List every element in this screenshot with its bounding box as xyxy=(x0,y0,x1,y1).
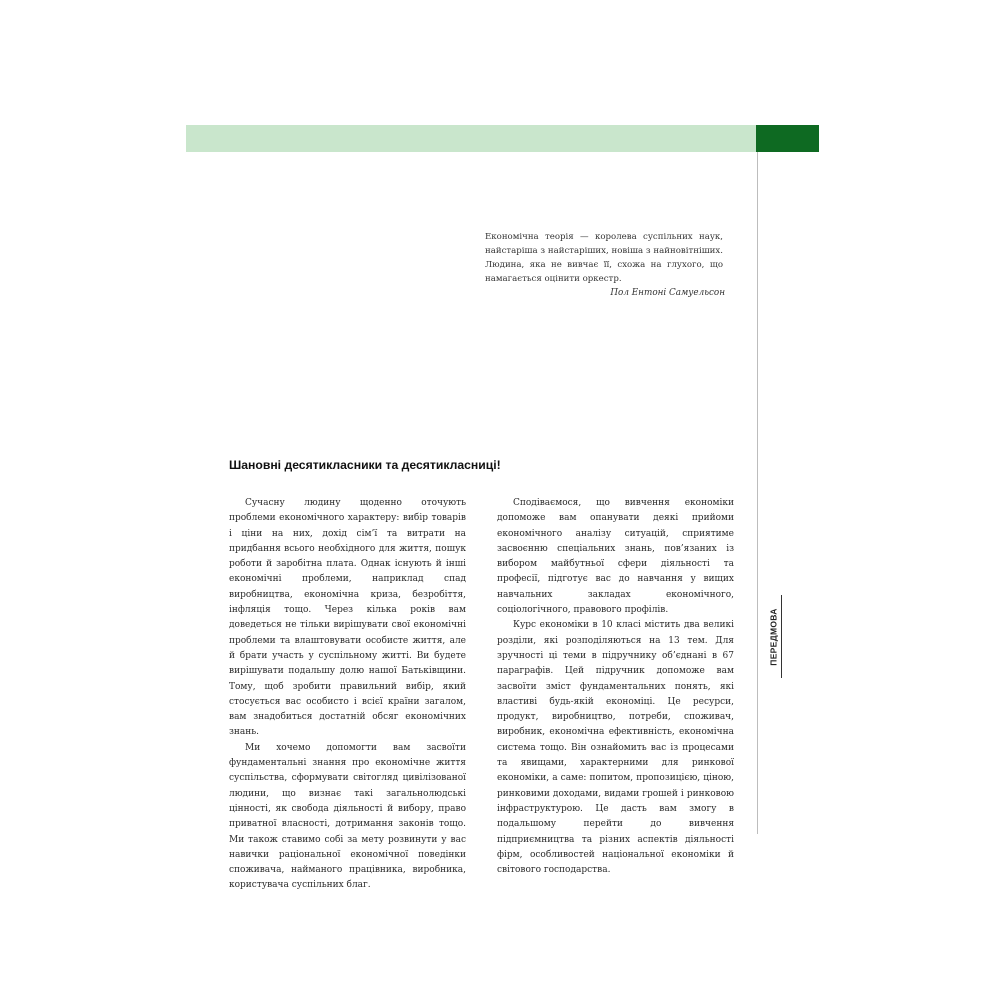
section-tab xyxy=(767,595,782,678)
right-column xyxy=(497,496,734,878)
section-tab-label: ПЕРЕДМОВА xyxy=(769,607,780,666)
paragraph: Сподіваємося, що вивчення економіки допоможе вам опанувати деякі прийоми економічного аналізу ситуацій, сприятиме засвоєнню спеціальних знань, пов’язаних із вибором майбутньої сфери діяльності та професії, підготує вас до навчання у вищих навчальних закладах економічного, соціологічного, правового профілів. xyxy=(497,498,734,616)
paragraph: Курс економіки в 10 класі містить два великі розділи, які розподіляються на 13 тем. Для зручності ці теми в підручнику об’єднані в 67 параграфів. Цей підручник допоможе вам засвоїти зміст фундаментальних понять, які властиві будь-якій економіці. Це ресурси, продукт, виробництво, потреби, споживач, виробник, економічна ефективність, економічна система тощо. Він ознайомить вас із процесами та явищами, характерними для ринкової економіки, а саме: попитом, пропозицією, ціною, ринковими доходами, видами грошей і ринковою інфраструктурою. Це дасть вам змогу в подальшому перейти до вивчення підприємництва та різних аспектів діяльності фірм, особливостей національної економіки й світового господарства. xyxy=(497,620,734,876)
header-band xyxy=(186,125,756,152)
epigraph-author: Пол Ентоні Самуельсон xyxy=(610,288,725,298)
paragraph: Сучасну людину щоденно оточують проблеми економічного характеру: вибір товарів і ціни на них, дохід сім’ї та витрати на придбання всього необхідного для життя, пошук роботи й заробітна плата. Однак існують й інші економічні проблеми, наприклад спад виробництва, економічна криза, безробіття, інфляція тощо. Через кілька років вам доведеться не тільки вирішувати свої економічні проблеми та влаштовувати особисте життя, але й брати участь у суспільному житті. Ви будете вирішувати подальшу долю нашої Батьківщини. Тому, щоб зробити правильний вибір, який стосується вас особисто і всієї країни загалом, вам знадобиться достатній обсяг економічних знань. xyxy=(229,498,466,738)
paragraph: Ми хочемо допомогти вам засвоїти фундаментальні знання про економічне життя суспільства, сформувати світогляд цивілізованої людини, що визнає такі загальнолюдські цінності, як свобода діяльності й вибору, право приватної власності, дотримання законів тощо. Ми також ставимо собі за мету розвинути у вас навички раціональної економічної поведінки споживача, найманого працівника, виробника, користувача суспільних благ. xyxy=(229,742,466,891)
header-accent-block xyxy=(756,125,819,152)
margin-rule xyxy=(757,152,758,834)
page-heading: Шановні десятикласники та десятикласниці! xyxy=(229,458,501,472)
left-column xyxy=(229,496,466,894)
epigraph-quote: Економічна теорія — королева суспільних наук, найстаріша з найстаріших, новіша з найновітніших. Людина, яка не вивчає її, схожа на глухого, що намагається оцінити оркестр. xyxy=(485,232,723,285)
